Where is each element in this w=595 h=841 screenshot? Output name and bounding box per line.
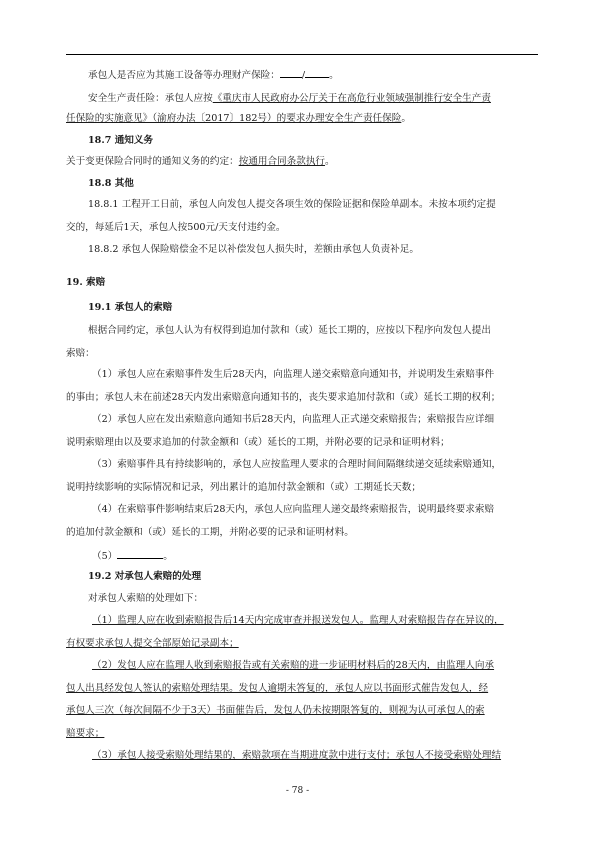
text: 安全生产责任险：承包人应按 [88, 93, 213, 104]
text-line [66, 155, 335, 168]
text-line: （2）承包人应在发出索赔意向通知书后28天内，向监理人正式递交索赔报告；索赔报告应详细 [92, 414, 495, 425]
blank-field [305, 67, 329, 78]
underlined-line: 有权要求承包人提交全部原始记录副本； [66, 638, 239, 649]
text-line: 的事由；承包人未在前述28天内发出索赔意向通知书的，丧失要求追加付款和（或）延长工期的权利； [66, 392, 501, 403]
text: （5） [92, 551, 118, 562]
text: 。 [329, 70, 339, 81]
underlined-line: （2）发包人应在监理人收到索赔报告或有关索赔的进一步证明材料后的28天内，由监理人向承 [92, 660, 495, 671]
text-line: 说明索赔理由以及要求追加的付款金额和（或）延长的工期，并附必要的记录和证明材料； [66, 437, 450, 448]
text: 。 [325, 156, 335, 167]
text-line: 交的，每延后1天，承包人按500元/天支付违约金。 [66, 222, 286, 233]
underlined-line: 赔要求； [66, 728, 105, 739]
text-line: （3）索赔事件具有持续影响的，承包人应按监理人要求的合理时间间隔继续递交延续索赔通知， [92, 459, 502, 470]
underlined-text: 按通用合同条款执行 [238, 156, 326, 167]
text-line: 18.8.1 工程开工日前，承包人向发包人提交各项生效的保险证据和保险单副本。未按本项约定提 [88, 199, 496, 210]
blank-field [117, 548, 163, 559]
section-heading-19-2: 19.2 对承包人索赔的处理 [88, 571, 202, 582]
text-line: （1）承包人应在索赔事件发生后28天内，向监理人递交索赔意向通知书，并说明发生索赔事件 [92, 369, 495, 380]
header-rule [66, 54, 538, 55]
text-line [88, 92, 491, 105]
text-line: 索赔： [66, 348, 95, 359]
section-heading-19-1: 19.1 承包人的索赔 [88, 302, 173, 313]
underlined-line: 承包人三次（每次间隔不少于3天）书面催告后，发包人仍未按期限答复的，则视为认可承包人的索 [66, 705, 485, 716]
underlined-line: （3）承包人接受索赔处理结果的，索赔款项在当期进度款中进行支付；承包人不接受索赔处理结 [92, 750, 502, 761]
underlined-text: 任保险的实施意见》（渝府办法〔2017〕182号）的要求办理安全生产责任保险 [66, 113, 402, 124]
chapter-heading-19: 19. 索赔 [66, 277, 106, 288]
text: 。 [401, 113, 411, 124]
text: 关于变更保险合同时的通知义务的约定： [66, 156, 239, 167]
text-line: （4）在索赔事件影响结束后28天内，承包人应向监理人递交最终索赔报告，说明最终要求索赔 [92, 504, 495, 515]
blank-value: / [301, 70, 306, 81]
text-line [66, 112, 411, 125]
text-line: 的追加付款金额和（或）延长的工期，并附必要的记录和证明材料。 [66, 527, 354, 538]
underlined-line: 包人出具经发包人签认的索赔处理结果。发包人逾期未答复的，承包人应以书面形式催告发包人，经 [66, 683, 489, 694]
text-line [88, 67, 339, 82]
section-heading-18-8: 18.8 其他 [88, 178, 134, 189]
blank-field [280, 67, 302, 78]
section-heading-18-7: 18.7 通知义务 [88, 135, 154, 146]
text-line [92, 548, 173, 563]
text-line: 说明持续影响的实际情况和记录，列出累计的追加付款金额和（或）工期延长天数； [66, 482, 421, 493]
text: 承包人是否应为其施工设备等办理财产保险： [88, 70, 280, 81]
text: 。 [163, 551, 173, 562]
underlined-text: 《重庆市人民政府办公厅关于在高危行业领域强制推行安全生产责 [212, 93, 491, 104]
underlined-line: （1）监理人应在收到索赔报告后14天内完成审查并报送发包人。监理人对索赔报告存在异议的， [92, 615, 504, 626]
text-line: 根据合同约定，承包人认为有权得到追加付款和（或）延长工期的，应按以下程序向发包人提出 [88, 325, 491, 336]
text-line: 对承包人索赔的处理如下： [88, 593, 204, 604]
text-line: 18.8.2 承包人保险赔偿金不足以补偿发包人损失时，差额由承包人负责补足。 [88, 244, 419, 255]
page-number: - 78 - [285, 786, 310, 796]
